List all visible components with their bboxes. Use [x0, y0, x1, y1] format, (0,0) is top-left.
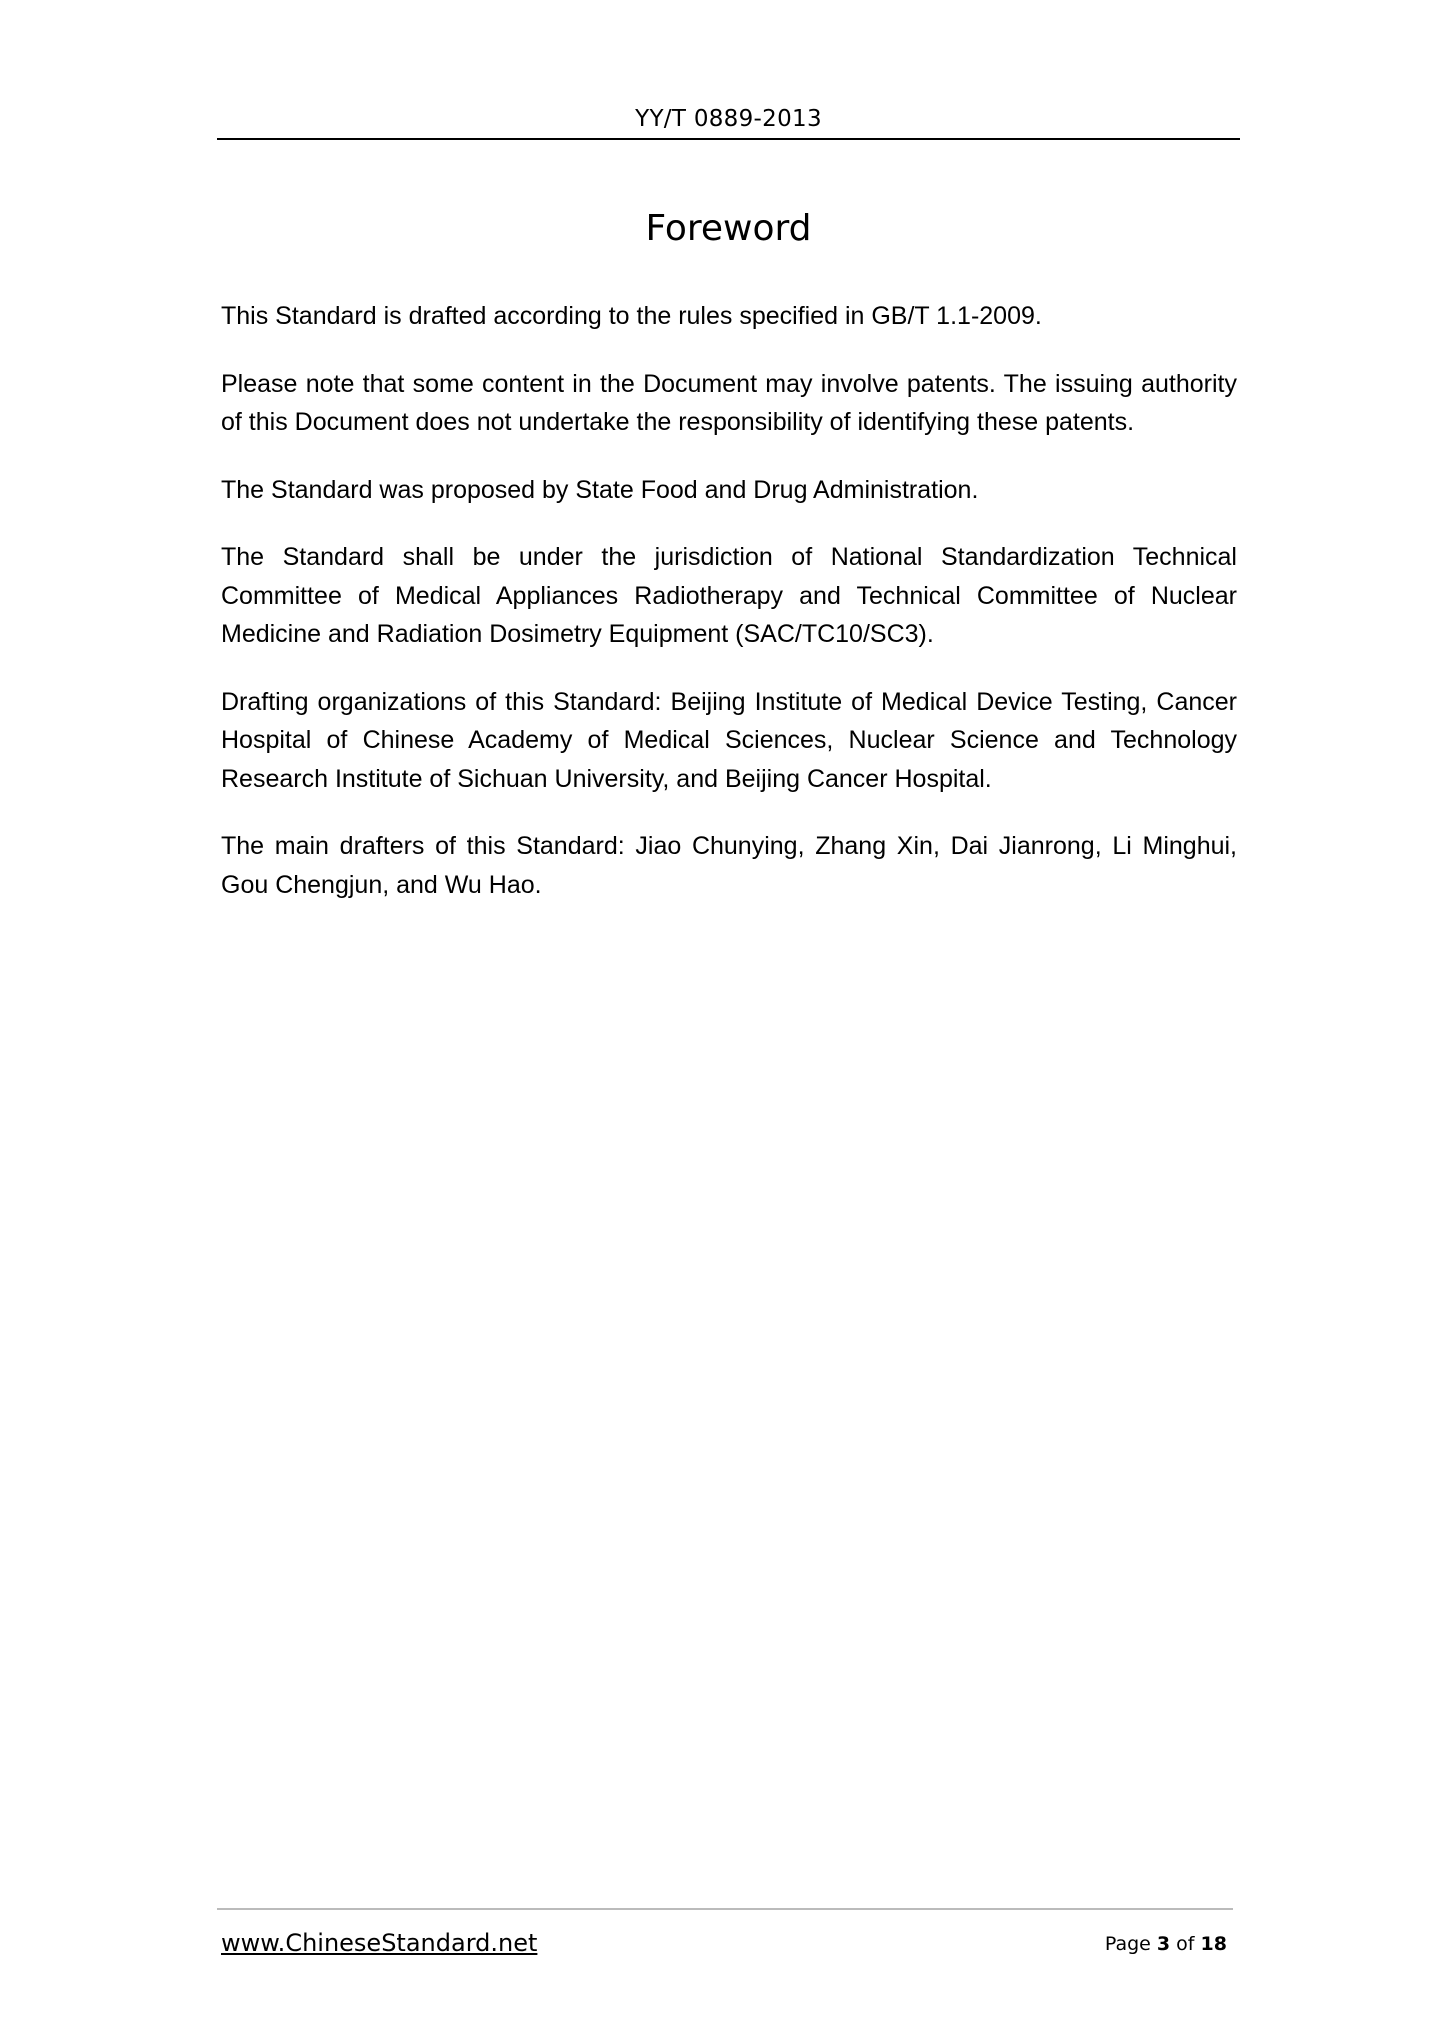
- paragraph-drafting-organizations: Drafting organizations of this Standard: Beijing Institute of Medical Device Testing, Cancer Hospital of Chinese Academy of Medical Sciences, Nuclear Science and Technology Research Institute of Sichuan University, and Beijing Cancer Hospital.: [221, 687, 1237, 793]
- foreword-body: [221, 297, 1237, 933]
- page-header-code: YY/T 0889-2013: [635, 106, 822, 132]
- page-label: Page: [1104, 1933, 1151, 1955]
- paragraph-jurisdiction: The Standard shall be under the jurisdiction of National Standardization Technical Committee of Medical Appliances Radiotherapy and Technical Committee of Nuclear Medicine and Radiation Dosimetry Equipment (SAC/TC10/SC3).: [221, 543, 1237, 648]
- footer-divider: [217, 1908, 1233, 1910]
- paragraph-drafting-rules: This Standard is drafted according to the rules specified in GB/T 1.1-2009.: [221, 302, 1042, 330]
- footer-website-link[interactable]: www.ChineseStandard.net: [221, 1929, 538, 1957]
- page-title: Foreword: [645, 208, 812, 249]
- page-of-label: of: [1176, 1933, 1195, 1955]
- page-current: 3: [1156, 1933, 1171, 1955]
- footer-page-number: [1105, 1930, 1227, 1958]
- paragraph-patent-notice: Please note that some content in the Document may involve patents. The issuing authority of this Document does not undertake the responsibility of identifying these patents.: [221, 369, 1237, 436]
- page-total: 18: [1200, 1933, 1227, 1955]
- paragraph-proposer: The Standard was proposed by State Food and Drug Administration.: [221, 475, 979, 504]
- header-divider: [217, 138, 1240, 140]
- paragraph-main-drafters: The main drafters of this Standard: Jiao Chunying, Zhang Xin, Dai Jianrong, Li Minghui, Gou Chengjun, and Wu Hao.: [221, 832, 1237, 899]
